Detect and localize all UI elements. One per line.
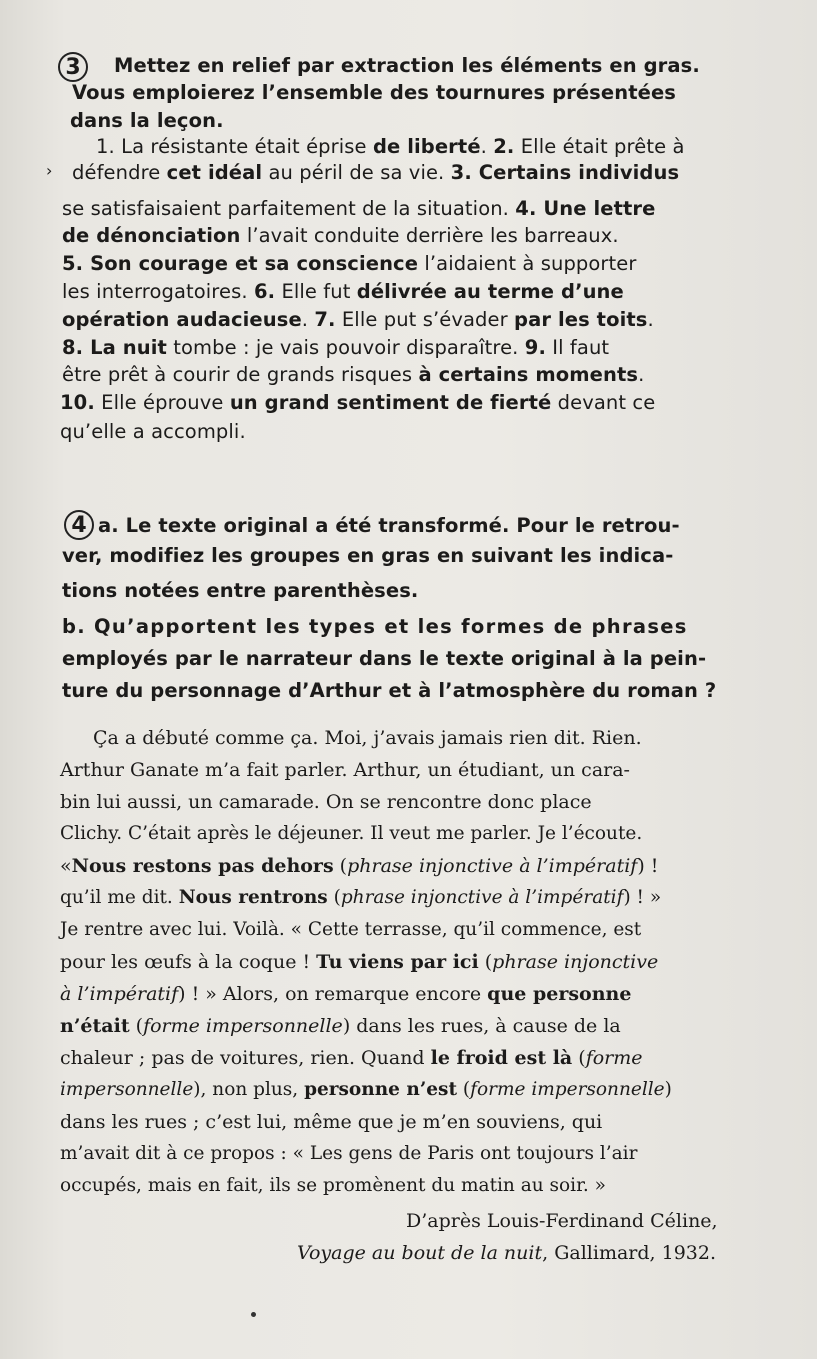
text: «: [60, 855, 72, 877]
exercise-3-instruction-line-2: Vous emploierez l’ensemble des tournures présentées: [72, 81, 676, 104]
text-line-9: [60, 985, 631, 1004]
exercise-4-a-line-1: a. Le texte original a été transformé. Pour le retrou-: [98, 514, 680, 537]
exercise-3-line-7: [62, 310, 654, 330]
bold-phrase: par les toits: [514, 308, 648, 331]
book-title: Voyage au bout de la nuit: [297, 1242, 543, 1264]
text-line-6: [60, 889, 661, 908]
bold-phrase: le froid est là: [430, 1047, 573, 1069]
bullet-mark: ›: [46, 161, 53, 180]
source-book: [297, 1242, 716, 1264]
bold-phrase: un grand sentiment de fierté: [229, 391, 552, 414]
bold-phrase: de liberté: [372, 135, 481, 158]
bold-phrase: Nous rentrons: [178, 887, 328, 908]
bold-phrase: cet idéal: [166, 161, 263, 184]
text: pour les œufs à la coque !: [60, 951, 317, 973]
text: (: [327, 887, 341, 908]
text: être prêt à courir de grands risques: [62, 363, 419, 386]
indication: à l’impératif: [60, 983, 179, 1005]
text: Elle était prête à: [514, 135, 685, 158]
ink-dot: [251, 1312, 256, 1317]
exercise-3-line-1: [96, 137, 685, 157]
exercise-3-line-4: [62, 226, 619, 246]
text: .: [480, 135, 494, 158]
exercise-3-line-5: [62, 254, 637, 274]
text-line-13: dans les rues ; c’est lui, même que je m’en souviens, qui: [60, 1111, 603, 1133]
text: Elle put s’évader: [335, 308, 515, 331]
indication: impersonnelle: [60, 1079, 194, 1100]
exercise-3-instruction-line-3: dans la leçon.: [70, 109, 224, 132]
text: .: [638, 363, 645, 386]
exercise-3-line-9: [62, 365, 644, 385]
text: se satisfaisaient parfaitement de la situation.: [62, 197, 516, 220]
text: Il faut: [545, 336, 610, 359]
publisher: , Gallimard, 1932.: [542, 1242, 717, 1264]
sentence-number: 1. La résistante était éprise: [96, 135, 373, 158]
bold-phrase: 3. Certains individus: [450, 161, 680, 184]
exercise-3-line-2: [72, 163, 679, 183]
bold-phrase: 4. Une lettre: [515, 197, 656, 220]
text-line-3: bin lui aussi, un camarade. On se rencontre donc place: [60, 791, 592, 813]
text: défendre: [72, 161, 167, 184]
text-line-4: Clichy. C’était après le déjeuner. Il veut me parler. Je l’écoute.: [60, 823, 643, 844]
text: qu’il me dit.: [60, 887, 179, 908]
bold-phrase: Nous restons pas dehors: [71, 855, 334, 877]
text: tombe : je vais pouvoir disparaître.: [166, 336, 525, 359]
bold-phrase: à certains moments: [418, 363, 639, 386]
text: (: [478, 951, 493, 973]
text-line-7: Je rentre avec lui. Voilà. « Cette terrasse, qu’il commence, est: [60, 919, 642, 940]
text-line-2: Arthur Ganate m’a fait parler. Arthur, un étudiant, un cara-: [60, 759, 630, 781]
text: ) ! »: [623, 887, 662, 908]
bold-phrase: personne n’est: [304, 1079, 458, 1100]
text: Elle fut: [275, 280, 357, 303]
text-line-14: m’avait dit à ce propos : « Les gens de Paris ont toujours l’air: [60, 1143, 638, 1164]
text: Elle éprouve: [94, 391, 230, 414]
exercise-3-line-8: [62, 338, 609, 358]
indication: forme: [585, 1047, 643, 1069]
text-line-1: Ça a débuté comme ça. Moi, j’avais jamais rien dit. Rien.: [93, 727, 642, 749]
text-line-12: [60, 1081, 672, 1100]
exercise-4-b-line-2: employés par le narrateur dans le texte original à la pein-: [62, 647, 707, 670]
text-line-10: [60, 1017, 621, 1036]
sentence-number: 2.: [493, 135, 515, 158]
text: les interrogatoires.: [62, 280, 254, 303]
indication: forme impersonnelle: [470, 1079, 665, 1100]
sentence-number: 9.: [524, 336, 546, 359]
text: l’aidaient à supporter: [418, 252, 637, 275]
bold-phrase: 8. La nuit: [62, 336, 167, 359]
sentence-number: 10.: [60, 391, 95, 414]
exercise-3-instruction-line-1: Mettez en relief par extraction les éléments en gras.: [114, 54, 700, 77]
text: ) ! » Alors, on remarque encore: [178, 983, 488, 1005]
bold-phrase: 5. Son courage et sa conscience: [62, 252, 419, 275]
indication: forme impersonnelle: [143, 1015, 343, 1037]
text: (: [129, 1015, 144, 1037]
bold-phrase: n’était: [60, 1015, 130, 1037]
text: chaleur ; pas de voitures, rien. Quand: [60, 1047, 431, 1069]
exercise-4-a-line-2: ver, modifiez les groupes en gras en suivant les indica-: [62, 544, 674, 567]
exercise-3-number: 3: [58, 52, 88, 82]
text-line-11: [60, 1049, 643, 1068]
indication: phrase injonctive à l’impératif: [347, 855, 638, 877]
sentence-number: 7.: [314, 308, 336, 331]
bold-phrase: de dénonciation: [62, 224, 241, 247]
text: (: [333, 855, 348, 877]
text-line-15: occupés, mais en fait, ils se promènent du matin au soir. »: [60, 1175, 606, 1196]
bold-phrase: Tu viens par ici: [316, 951, 479, 973]
text-line-8: [60, 953, 658, 972]
exercise-3-line-10: [60, 393, 655, 413]
exercise-4-number: 4: [64, 510, 94, 540]
text: au péril de sa vie.: [262, 161, 451, 184]
exercise-4-b-line-3: ture du personnage d’Arthur et à l’atmosphère du roman ?: [62, 679, 717, 702]
indication: phrase injonctive: [492, 951, 659, 973]
indication: phrase injonctive à l’impératif: [340, 887, 624, 908]
text: .: [647, 308, 654, 331]
exercise-3-line-11: qu’elle a accompli.: [60, 420, 246, 443]
text-line-5: [60, 857, 658, 876]
bold-phrase: opération audacieuse: [62, 308, 302, 331]
text: ) !: [637, 855, 659, 877]
text: l’avait conduite derrière les barreaux.: [240, 224, 619, 247]
source-author: D’après Louis-Ferdinand Céline,: [406, 1210, 718, 1232]
text: devant ce: [551, 391, 656, 414]
exercise-3-line-3: [62, 199, 655, 219]
bold-phrase: que personne: [487, 983, 632, 1005]
text: (: [457, 1079, 471, 1100]
bold-phrase: délivrée au terme d’une: [356, 280, 624, 303]
text: ) dans les rues, à cause de la: [342, 1015, 621, 1037]
exercise-4-a-line-3: tions notées entre parenthèses.: [62, 579, 419, 602]
text: ), non plus,: [193, 1079, 305, 1100]
sentence-number: 6.: [253, 280, 276, 303]
text: ): [664, 1079, 672, 1100]
exercise-4-b-line-1: b. Qu’apportent les types et les formes de phrases: [62, 615, 688, 638]
exercise-3-line-6: [62, 282, 624, 302]
text: (: [572, 1047, 586, 1069]
text: .: [301, 308, 315, 331]
